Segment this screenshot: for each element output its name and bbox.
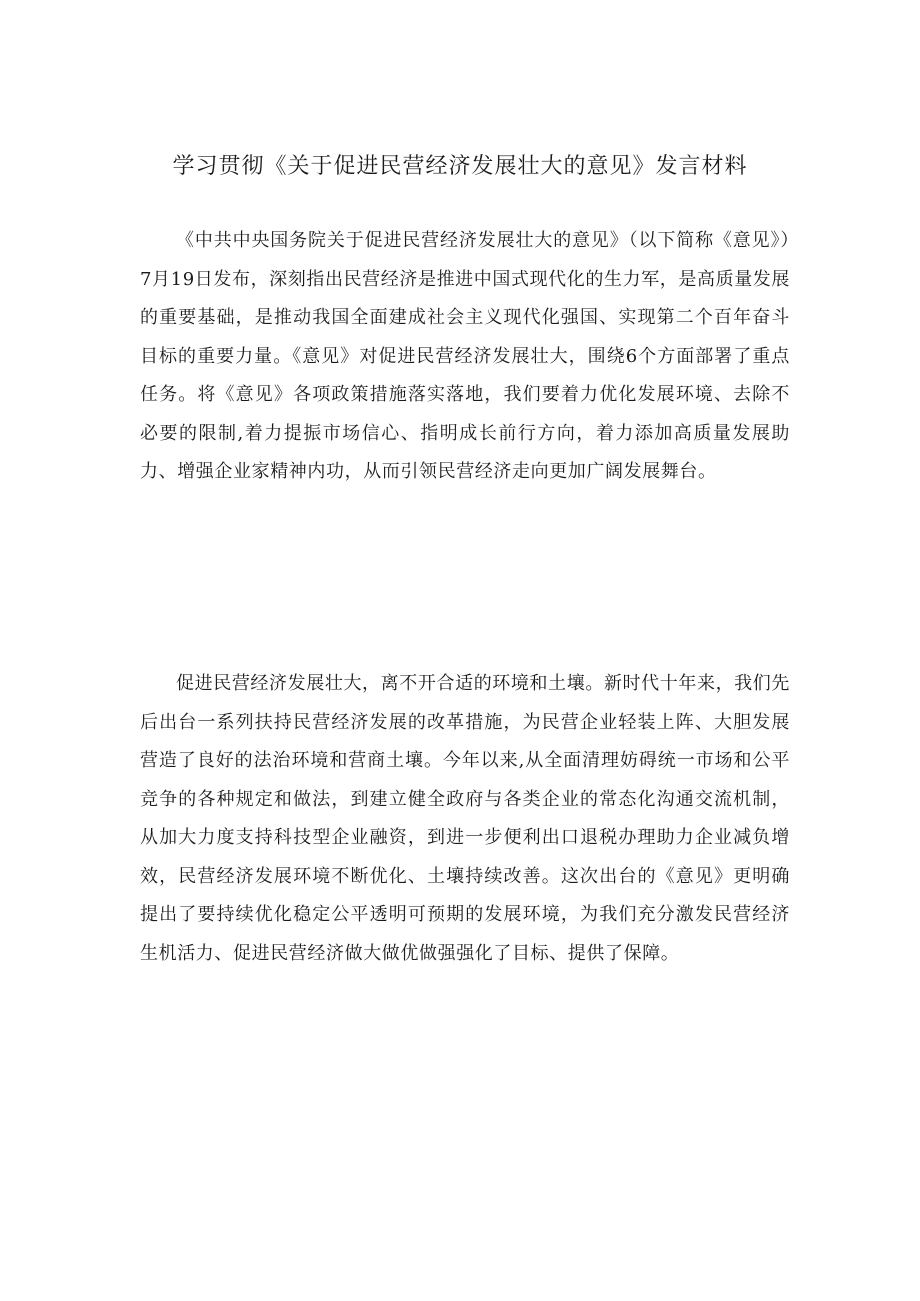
paragraph-2: 促进民营经济发展壮大，离不开合适的环境和土壤。新时代十年来，我们先后出台一系列扶持民营经济发展的改革措施，为民营企业轻装上阵、大胆发展营造了良好的法治环境和营商土壤。今年以来,从全面清理妨碍统一市场和公平竞争的各种规定和做法，到建立健全政府与各类企业的常态化沟通交流机制，从加大力度支持科技型企业融资，到进一步便利出口退税办理助力企业减负增效，民营经济发展环境不断优化、土壤持续改善。这次出台的《意见》更明确提出了要持续优化稳定公平透明可预期的发展环境，为我们充分激发民营经济生机活力、促进民营经济做大做优做强强化了目标、提供了保障。 — [140, 673, 790, 964]
document-title: 学习贯彻《关于促进民营经济发展壮大的意见》发言材料 — [172, 154, 748, 179]
paragraph-1: 《中共中央国务院关于促进民营经济发展壮大的意见》（以下简称《意见》）7月19日发布，深刻指出民营经济是推进中国式现代化的生力军，是高质量发展的重要基础，是推动我国全面建成社会主义现代化强国、实现第二个百年奋斗目标的重要力量。《意见》对促进民营经济发展壮大，围绕6个方面部署了重点任务。将《意见》各项政策措施落实落地，我们要着力优化发展环境、去除不必要的限制,着力提振市场信心、指明成长前行方向，着力添加高质量发展助力、增强企业家精神内功，从而引领民营经济走向更加广阔发展舞台。 — [140, 230, 790, 482]
